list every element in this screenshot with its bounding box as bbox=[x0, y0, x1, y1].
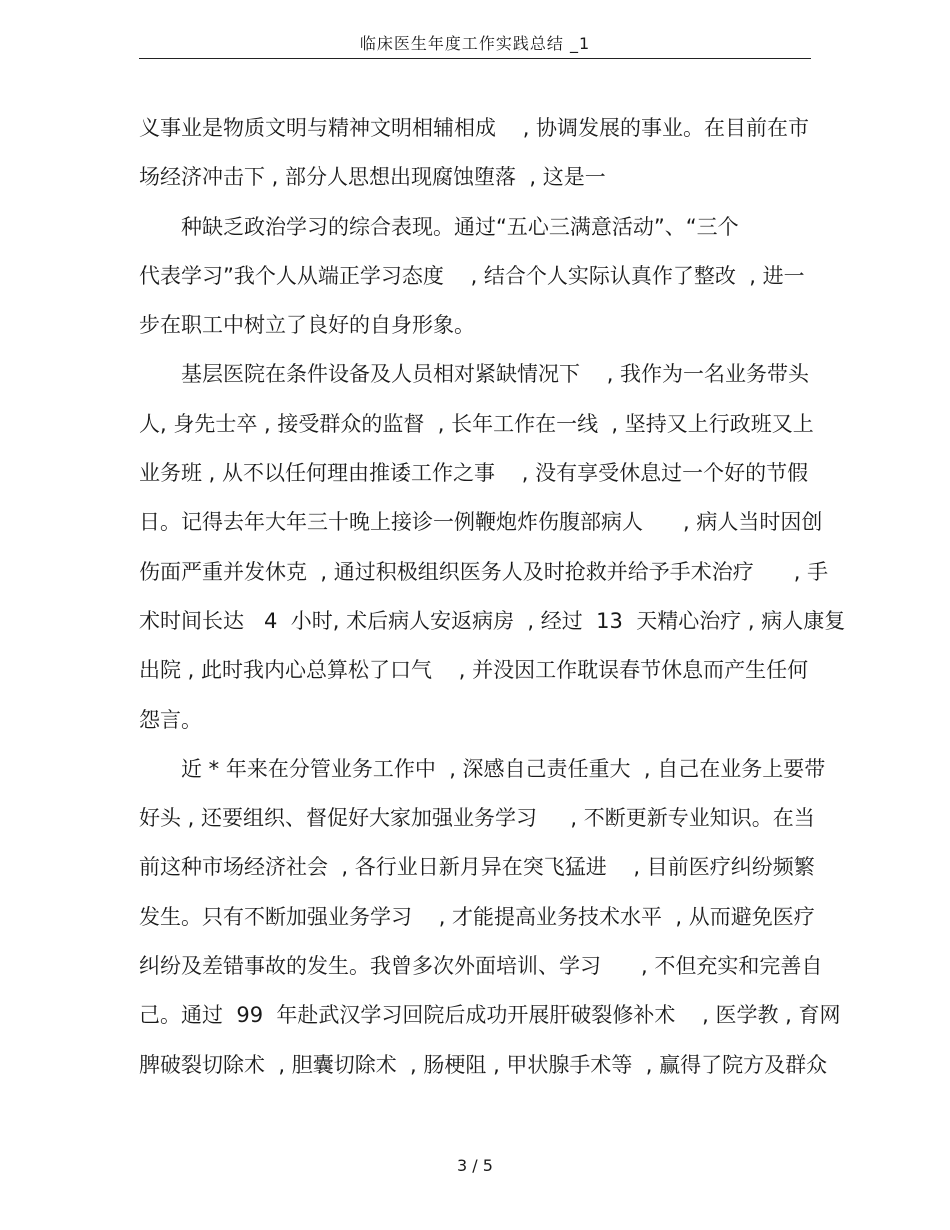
text-line: 好头 , 还要组织、督促好大家加强业务学习 , 不断更新专业知识。在当 bbox=[139, 806, 815, 831]
text-line: 术时间长达 4 小时, 术后病人安返病房 , 经过 13 天精心治疗 , 病人康复 bbox=[139, 608, 846, 633]
text-line: 近 * 年来在分管业务工作中 , 深感自己责任重大 , 自己在业务上要带 bbox=[181, 756, 826, 781]
text-line: 发生。只有不断加强业务学习 , 才能提高业务技术水平 , 从而避免医疗 bbox=[139, 904, 815, 929]
document-body bbox=[139, 104, 846, 1090]
text-line: 前这种市场经济社会 , 各行业日新月异在突飞猛进 , 目前医疗纠纷频繁 bbox=[139, 855, 815, 880]
text-line: 步在职工中树立了良好的自身形象。 bbox=[139, 313, 475, 338]
text-line: 义事业是物质文明与精神文明相辅相成 , 协调发展的事业。在目前在市 bbox=[139, 116, 810, 140]
text-line: 怨言。 bbox=[139, 707, 202, 732]
page-header bbox=[139, 30, 811, 59]
header-title: 临床医生年度工作实践总结 _1 bbox=[359, 34, 591, 53]
text-line: 人, 身先士卒 , 接受群众的监督 , 长年工作在一线 , 坚持又上行政班又上 bbox=[139, 411, 814, 436]
text-line: 伤面严重并发休克 , 通过积极组织医务人及时抢救并给予手术治疗 , 手 bbox=[139, 559, 829, 584]
text-line: 代表学习”我个人从端正学习态度 , 结合个人实际认真作了整改 , 进一 bbox=[139, 263, 805, 288]
page-number: 3 / 5 bbox=[457, 1156, 493, 1175]
text-line: 日。记得去年大年三十晚上接诊一例鞭炮炸伤腹部病人 , 病人当时因创 bbox=[139, 510, 823, 535]
text-line: 己。通过 99 年赴武汉学习回院后成功开展肝破裂修补术 , 医学教 , 育网 bbox=[139, 1003, 841, 1028]
text-line: 基层医院在条件设备及人员相对紧缺情况下 , 我作为一名业务带头 bbox=[181, 362, 810, 387]
text-line: 场经济冲击下 , 部分人思想出现腐蚀堕落 , 这是一 bbox=[139, 165, 606, 190]
text-line: 种缺乏政治学习的综合表现。通过“五心三满意活动”、“三个 bbox=[181, 214, 739, 239]
text-line: 出院 , 此时我内心总算松了口气 , 并没因工作耽误春节休息而产生任何 bbox=[139, 658, 809, 683]
text-line: 业务班 , 从不以任何理由推诿工作之事 , 没有享受休息过一个好的节假 bbox=[139, 461, 809, 486]
text-line: 纠纷及差错事故的发生。我曾多次外面培训、学习 , 不但充实和完善自 bbox=[139, 954, 823, 979]
text-line: 脾破裂切除术 , 胆囊切除术 , 肠梗阻 , 甲状腺手术等 , 赢得了院方及群众 bbox=[139, 1052, 828, 1077]
